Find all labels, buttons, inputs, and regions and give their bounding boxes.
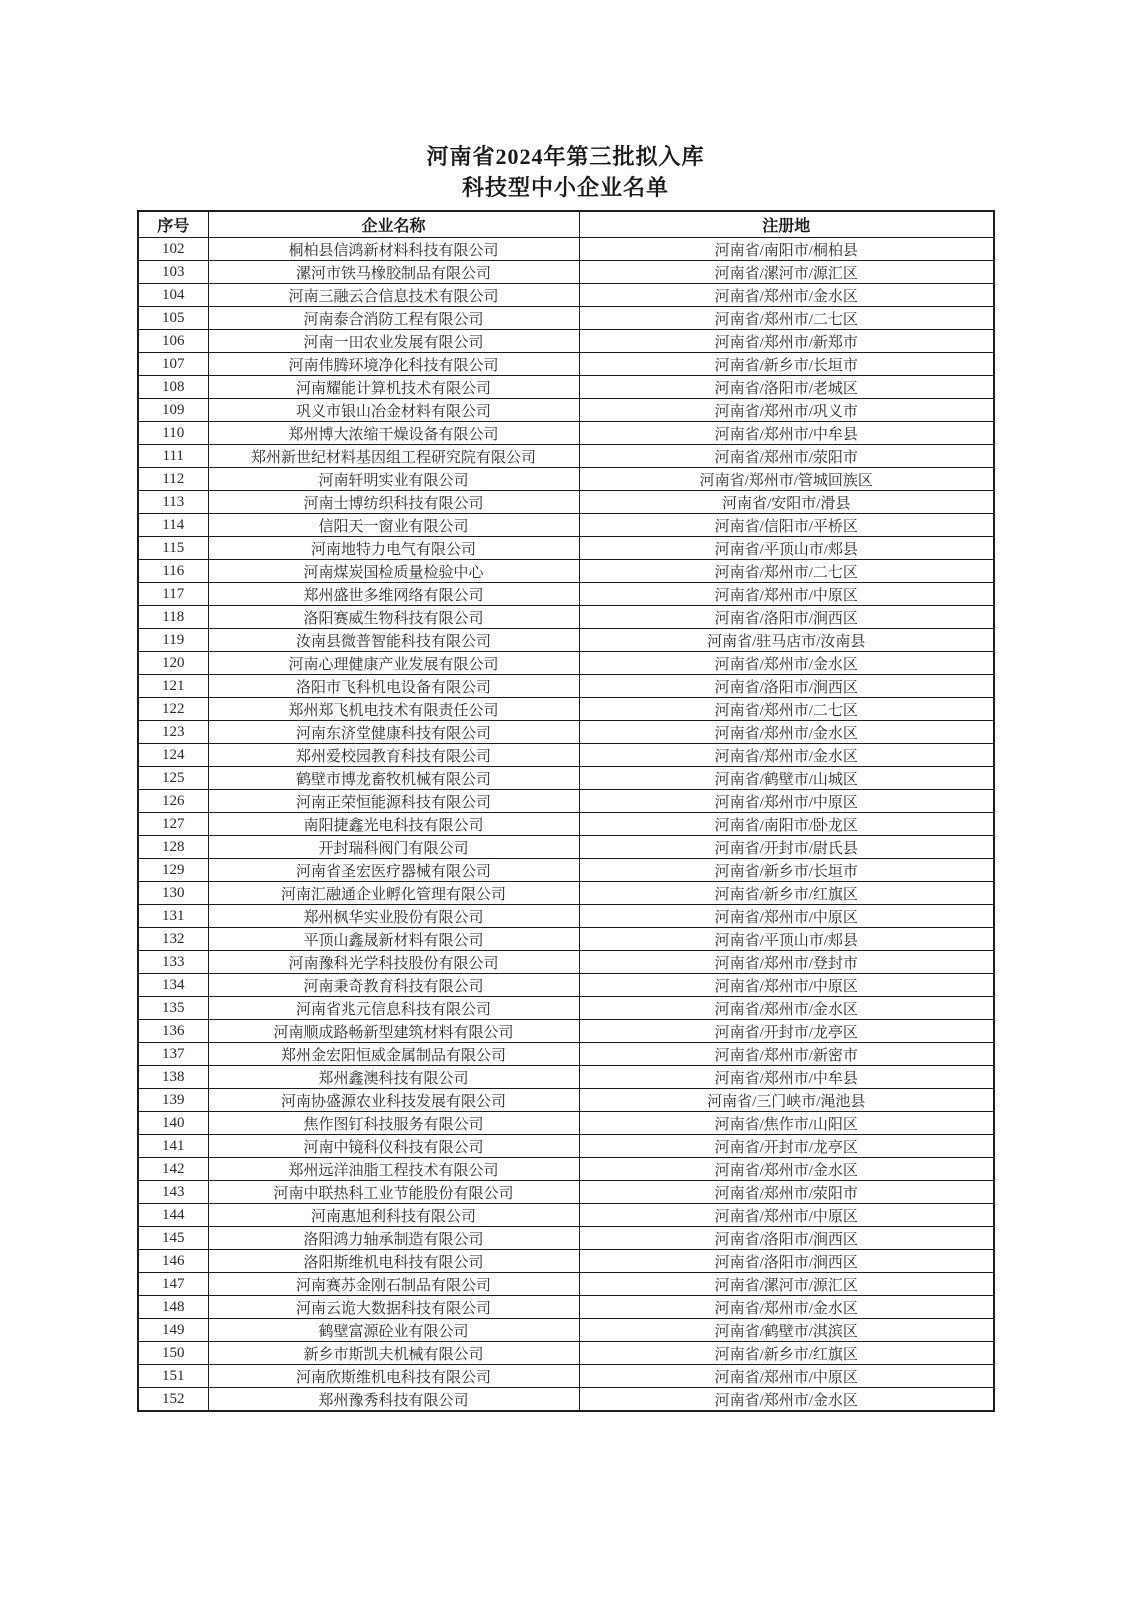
company-name-cell: 河南中镜科仪科技有限公司 [208, 1135, 579, 1158]
region-cell: 河南省/新乡市/红旗区 [579, 882, 994, 905]
table-row [138, 284, 994, 307]
company-name-cell: 河南轩明实业有限公司 [208, 468, 579, 491]
region-cell: 河南省/南阳市/卧龙区 [579, 813, 994, 836]
region-cell: 河南省/洛阳市/涧西区 [579, 1227, 994, 1250]
region-cell: 河南省/郑州市/中原区 [579, 905, 994, 928]
table-row [138, 997, 994, 1020]
company-name-cell: 郑州新世纪材料基因组工程研究院有限公司 [208, 445, 579, 468]
header-row [138, 211, 994, 238]
table-row [138, 1158, 994, 1181]
document-title [0, 0, 1131, 203]
row-index-cell: 141 [138, 1135, 208, 1158]
company-table-header [138, 211, 994, 238]
table-row [138, 767, 994, 790]
company-name-cell: 洛阳赛威生物科技有限公司 [208, 606, 579, 629]
row-index-cell: 110 [138, 422, 208, 445]
region-cell: 河南省/郑州市/金水区 [579, 1296, 994, 1319]
region-cell: 河南省/洛阳市/涧西区 [579, 1250, 994, 1273]
region-cell: 河南省/郑州市/中原区 [579, 974, 994, 997]
table-row [138, 307, 994, 330]
company-name-cell: 河南欣斯维机电科技有限公司 [208, 1365, 579, 1388]
row-index-cell: 117 [138, 583, 208, 606]
row-index-cell: 116 [138, 560, 208, 583]
header-company-name: 企业名称 [208, 211, 579, 238]
table-row [138, 468, 994, 491]
region-cell: 河南省/漯河市/源汇区 [579, 1273, 994, 1296]
header-serial-number: 序号 [138, 211, 208, 238]
table-row [138, 1020, 994, 1043]
company-name-cell: 新乡市斯凯夫机械有限公司 [208, 1342, 579, 1365]
region-cell: 河南省/鹤壁市/淇滨区 [579, 1319, 994, 1342]
company-name-cell: 桐柏县信鸿新材料科技有限公司 [208, 238, 579, 261]
row-index-cell: 114 [138, 514, 208, 537]
region-cell: 河南省/郑州市/荥阳市 [579, 1181, 994, 1204]
company-name-cell: 洛阳鸿力轴承制造有限公司 [208, 1227, 579, 1250]
row-index-cell: 123 [138, 721, 208, 744]
table-row [138, 1365, 994, 1388]
row-index-cell: 134 [138, 974, 208, 997]
company-table [137, 210, 995, 1412]
company-name-cell: 河南省兆元信息科技有限公司 [208, 997, 579, 1020]
table-row [138, 491, 994, 514]
row-index-cell: 106 [138, 330, 208, 353]
company-name-cell: 郑州盛世多维网络有限公司 [208, 583, 579, 606]
table-row [138, 353, 994, 376]
company-name-cell: 漯河市铁马橡胶制品有限公司 [208, 261, 579, 284]
region-cell: 河南省/洛阳市/涧西区 [579, 606, 994, 629]
row-index-cell: 133 [138, 951, 208, 974]
row-index-cell: 122 [138, 698, 208, 721]
row-index-cell: 127 [138, 813, 208, 836]
table-row [138, 560, 994, 583]
table-row [138, 928, 994, 951]
row-index-cell: 139 [138, 1089, 208, 1112]
table-row [138, 1227, 994, 1250]
region-cell: 河南省/信阳市/平桥区 [579, 514, 994, 537]
company-name-cell: 河南秉奇教育科技有限公司 [208, 974, 579, 997]
company-name-cell: 平顶山鑫晟新材料有限公司 [208, 928, 579, 951]
company-name-cell: 河南正荣恒能源科技有限公司 [208, 790, 579, 813]
row-index-cell: 150 [138, 1342, 208, 1365]
company-name-cell: 鹤壁富源砼业有限公司 [208, 1319, 579, 1342]
row-index-cell: 108 [138, 376, 208, 399]
table-row [138, 399, 994, 422]
table-row [138, 790, 994, 813]
region-cell: 河南省/郑州市/巩义市 [579, 399, 994, 422]
company-name-cell: 洛阳斯维机电科技有限公司 [208, 1250, 579, 1273]
company-name-cell: 信阳天一窗业有限公司 [208, 514, 579, 537]
region-cell: 河南省/焦作市/山阳区 [579, 1112, 994, 1135]
region-cell: 河南省/安阳市/滑县 [579, 491, 994, 514]
row-index-cell: 112 [138, 468, 208, 491]
region-cell: 河南省/郑州市/新郑市 [579, 330, 994, 353]
table-row [138, 606, 994, 629]
row-index-cell: 144 [138, 1204, 208, 1227]
region-cell: 河南省/郑州市/管城回族区 [579, 468, 994, 491]
region-cell: 河南省/郑州市/中原区 [579, 583, 994, 606]
company-name-cell: 河南三融云合信息技术有限公司 [208, 284, 579, 307]
company-name-cell: 河南泰合消防工程有限公司 [208, 307, 579, 330]
region-cell: 河南省/郑州市/荥阳市 [579, 445, 994, 468]
company-table-body [138, 238, 994, 1412]
table-row [138, 675, 994, 698]
region-cell: 河南省/郑州市/金水区 [579, 721, 994, 744]
company-name-cell: 巩义市银山冶金材料有限公司 [208, 399, 579, 422]
document-title-line1: 河南省2024年第三批拟入库 [426, 144, 705, 169]
region-cell: 河南省/新乡市/长垣市 [579, 353, 994, 376]
company-name-cell: 河南地特力电气有限公司 [208, 537, 579, 560]
company-name-cell: 河南煤炭国检质量检验中心 [208, 560, 579, 583]
row-index-cell: 119 [138, 629, 208, 652]
company-name-cell: 河南伟腾环境净化科技有限公司 [208, 353, 579, 376]
table-row [138, 629, 994, 652]
company-name-cell: 河南东济堂健康科技有限公司 [208, 721, 579, 744]
row-index-cell: 102 [138, 238, 208, 261]
company-name-cell: 河南顺成路畅新型建筑材料有限公司 [208, 1020, 579, 1043]
region-cell: 河南省/郑州市/金水区 [579, 1388, 994, 1412]
table-row [138, 445, 994, 468]
company-name-cell: 河南耀能计算机技术有限公司 [208, 376, 579, 399]
row-index-cell: 115 [138, 537, 208, 560]
row-index-cell: 131 [138, 905, 208, 928]
company-name-cell: 河南省圣宏医疗器械有限公司 [208, 859, 579, 882]
table-row [138, 537, 994, 560]
table-row [138, 514, 994, 537]
company-name-cell: 河南中联热科工业节能股份有限公司 [208, 1181, 579, 1204]
row-index-cell: 113 [138, 491, 208, 514]
region-cell: 河南省/郑州市/新密市 [579, 1043, 994, 1066]
table-row [138, 1273, 994, 1296]
region-cell: 河南省/郑州市/中原区 [579, 1365, 994, 1388]
region-cell: 河南省/郑州市/金水区 [579, 652, 994, 675]
region-cell: 河南省/郑州市/登封市 [579, 951, 994, 974]
table-row [138, 721, 994, 744]
row-index-cell: 129 [138, 859, 208, 882]
row-index-cell: 137 [138, 1043, 208, 1066]
company-name-cell: 焦作图钉科技服务有限公司 [208, 1112, 579, 1135]
table-row [138, 1296, 994, 1319]
row-index-cell: 118 [138, 606, 208, 629]
company-name-cell: 河南赛苏金刚石制品有限公司 [208, 1273, 579, 1296]
table-row [138, 813, 994, 836]
region-cell: 河南省/洛阳市/老城区 [579, 376, 994, 399]
company-name-cell: 郑州远洋油脂工程技术有限公司 [208, 1158, 579, 1181]
table-row [138, 1066, 994, 1089]
table-row [138, 1388, 994, 1412]
company-name-cell: 郑州枫华实业股份有限公司 [208, 905, 579, 928]
company-name-cell: 河南云诡大数据科技有限公司 [208, 1296, 579, 1319]
table-row [138, 1135, 994, 1158]
region-cell: 河南省/郑州市/二七区 [579, 560, 994, 583]
company-name-cell: 郑州爱校园教育科技有限公司 [208, 744, 579, 767]
row-index-cell: 121 [138, 675, 208, 698]
table-row [138, 238, 994, 261]
table-row [138, 974, 994, 997]
company-name-cell: 河南惠旭利科技有限公司 [208, 1204, 579, 1227]
region-cell: 河南省/郑州市/二七区 [579, 698, 994, 721]
row-index-cell: 125 [138, 767, 208, 790]
table-row [138, 1250, 994, 1273]
region-cell: 河南省/平顶山市/郏县 [579, 928, 994, 951]
region-cell: 河南省/郑州市/中原区 [579, 1204, 994, 1227]
region-cell: 河南省/郑州市/金水区 [579, 1158, 994, 1181]
row-index-cell: 109 [138, 399, 208, 422]
company-name-cell: 郑州金宏阳恒威金属制品有限公司 [208, 1043, 579, 1066]
table-row [138, 836, 994, 859]
row-index-cell: 124 [138, 744, 208, 767]
company-name-cell: 河南汇融通企业孵化管理有限公司 [208, 882, 579, 905]
region-cell: 河南省/驻马店市/汝南县 [579, 629, 994, 652]
company-name-cell: 汝南县微普智能科技有限公司 [208, 629, 579, 652]
row-index-cell: 132 [138, 928, 208, 951]
company-name-cell: 开封瑞科阀门有限公司 [208, 836, 579, 859]
region-cell: 河南省/三门峡市/渑池县 [579, 1089, 994, 1112]
region-cell: 河南省/开封市/龙亭区 [579, 1135, 994, 1158]
row-index-cell: 149 [138, 1319, 208, 1342]
row-index-cell: 143 [138, 1181, 208, 1204]
row-index-cell: 146 [138, 1250, 208, 1273]
region-cell: 河南省/郑州市/金水区 [579, 997, 994, 1020]
table-row [138, 376, 994, 399]
region-cell: 河南省/郑州市/金水区 [579, 284, 994, 307]
row-index-cell: 145 [138, 1227, 208, 1250]
company-name-cell: 河南协盛源农业科技发展有限公司 [208, 1089, 579, 1112]
row-index-cell: 128 [138, 836, 208, 859]
region-cell: 河南省/郑州市/中牟县 [579, 1066, 994, 1089]
table-row [138, 261, 994, 284]
company-name-cell: 南阳捷鑫光电科技有限公司 [208, 813, 579, 836]
region-cell: 河南省/漯河市/源汇区 [579, 261, 994, 284]
table-row [138, 1043, 994, 1066]
table-row [138, 882, 994, 905]
table-row [138, 859, 994, 882]
company-name-cell: 郑州豫秀科技有限公司 [208, 1388, 579, 1412]
company-name-cell: 河南一田农业发展有限公司 [208, 330, 579, 353]
row-index-cell: 142 [138, 1158, 208, 1181]
region-cell: 河南省/郑州市/中原区 [579, 790, 994, 813]
row-index-cell: 147 [138, 1273, 208, 1296]
row-index-cell: 130 [138, 882, 208, 905]
region-cell: 河南省/开封市/尉氏县 [579, 836, 994, 859]
company-name-cell: 郑州鑫澳科技有限公司 [208, 1066, 579, 1089]
company-name-cell: 河南士博纺织科技有限公司 [208, 491, 579, 514]
row-index-cell: 126 [138, 790, 208, 813]
row-index-cell: 140 [138, 1112, 208, 1135]
table-row [138, 583, 994, 606]
table-row [138, 422, 994, 445]
table-row [138, 1319, 994, 1342]
row-index-cell: 148 [138, 1296, 208, 1319]
table-row [138, 744, 994, 767]
region-cell: 河南省/平顶山市/郏县 [579, 537, 994, 560]
region-cell: 河南省/郑州市/金水区 [579, 744, 994, 767]
row-index-cell: 152 [138, 1388, 208, 1412]
table-row [138, 1204, 994, 1227]
region-cell: 河南省/南阳市/桐柏县 [579, 238, 994, 261]
region-cell: 河南省/鹤壁市/山城区 [579, 767, 994, 790]
table-row [138, 951, 994, 974]
row-index-cell: 138 [138, 1066, 208, 1089]
region-cell: 河南省/郑州市/二七区 [579, 307, 994, 330]
region-cell: 河南省/新乡市/红旗区 [579, 1342, 994, 1365]
document-title-line2: 科技型中小企业名单 [461, 175, 669, 200]
table-row [138, 1089, 994, 1112]
company-name-cell: 洛阳市飞科机电设备有限公司 [208, 675, 579, 698]
row-index-cell: 136 [138, 1020, 208, 1043]
company-name-cell: 郑州博大浓缩干燥设备有限公司 [208, 422, 579, 445]
region-cell: 河南省/新乡市/长垣市 [579, 859, 994, 882]
region-cell: 河南省/郑州市/中牟县 [579, 422, 994, 445]
company-name-cell: 郑州郑飞机电技术有限责任公司 [208, 698, 579, 721]
table-row [138, 1181, 994, 1204]
row-index-cell: 111 [138, 445, 208, 468]
header-registration-place: 注册地 [579, 211, 994, 238]
row-index-cell: 151 [138, 1365, 208, 1388]
row-index-cell: 105 [138, 307, 208, 330]
table-row [138, 698, 994, 721]
company-name-cell: 河南豫科光学科技股份有限公司 [208, 951, 579, 974]
company-name-cell: 河南心理健康产业发展有限公司 [208, 652, 579, 675]
table-row [138, 1112, 994, 1135]
table-row [138, 1342, 994, 1365]
row-index-cell: 120 [138, 652, 208, 675]
company-name-cell: 鹤壁市博龙畜牧机械有限公司 [208, 767, 579, 790]
table-row [138, 905, 994, 928]
row-index-cell: 103 [138, 261, 208, 284]
table-row [138, 652, 994, 675]
region-cell: 河南省/开封市/龙亭区 [579, 1020, 994, 1043]
region-cell: 河南省/洛阳市/涧西区 [579, 675, 994, 698]
row-index-cell: 104 [138, 284, 208, 307]
row-index-cell: 107 [138, 353, 208, 376]
table-row [138, 330, 994, 353]
row-index-cell: 135 [138, 997, 208, 1020]
